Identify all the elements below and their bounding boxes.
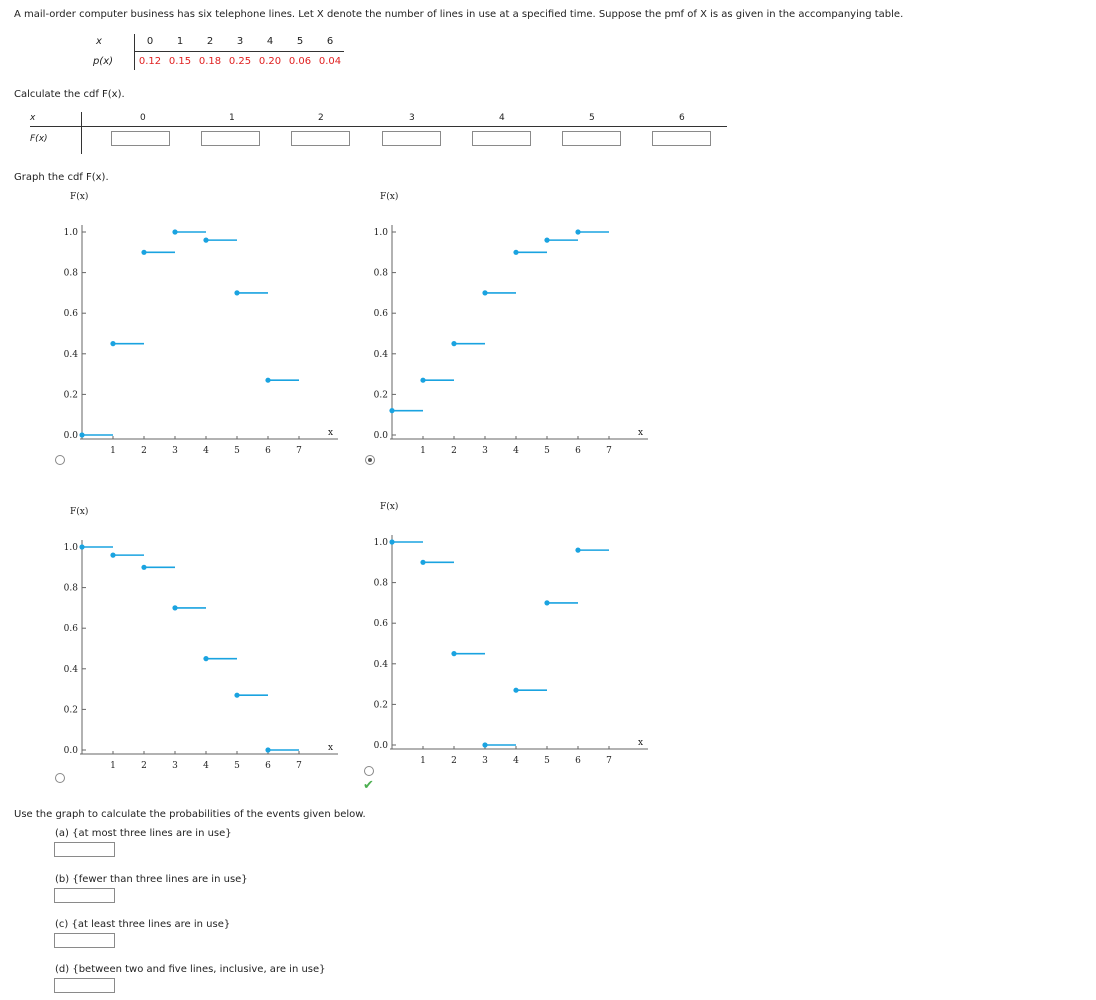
- y-tick-label: 0.8: [63, 583, 78, 594]
- cdf-step-point: [482, 290, 487, 295]
- cdf-step-point: [79, 432, 84, 437]
- question-d-label: (d) {between two and five lines, inclusive, are in use}: [55, 964, 326, 975]
- cdf-step-point: [110, 341, 115, 346]
- x-tick-label: 7: [296, 446, 302, 456]
- cdf-input-1[interactable]: [201, 131, 260, 146]
- x-tick-label: 3: [482, 756, 488, 766]
- pmf-p-cell: 0.25: [228, 56, 252, 67]
- pmf-x-cell: 3: [236, 36, 244, 47]
- x-tick-label: 3: [482, 446, 488, 456]
- y-tick-label: 1.0: [63, 543, 78, 553]
- cdf-step-point: [172, 605, 177, 610]
- x-tick-label: 5: [234, 761, 240, 771]
- pmf-x-label: x: [96, 36, 102, 47]
- probabilities-prompt: Use the graph to calculate the probabilities of the events given below.: [14, 809, 366, 820]
- cdf-step-point: [203, 656, 208, 661]
- x-tick-label: 2: [451, 446, 457, 456]
- y-axis-label: F(x): [380, 502, 399, 512]
- correct-check-icon: ✔: [363, 778, 374, 793]
- y-tick-label: 0.4: [373, 659, 388, 670]
- pmf-x-cell: 4: [266, 36, 274, 47]
- cdf-step-point: [544, 238, 549, 243]
- x-tick-label: 6: [575, 446, 581, 456]
- pmf-x-cell: 6: [326, 36, 334, 47]
- y-axis-label: F(x): [70, 507, 89, 517]
- x-tick-label: 1: [420, 756, 426, 766]
- cdf-step-point: [203, 238, 208, 243]
- y-axis-label: F(x): [380, 192, 399, 202]
- cdf-step-point: [420, 560, 425, 565]
- graph-option-d: [350, 495, 660, 780]
- graph-option-b: [350, 185, 660, 470]
- y-tick-label: 0.2: [63, 705, 78, 716]
- pmf-x-cell: 0: [146, 36, 154, 47]
- question-c-label: (c) {at least three lines are in use}: [55, 919, 231, 930]
- x-tick-label: 4: [203, 446, 209, 456]
- x-tick-label: 5: [234, 446, 240, 456]
- cdf-x-header: 6: [679, 113, 685, 123]
- cdf-x-header: 1: [229, 113, 235, 123]
- y-tick-label: 0.2: [63, 390, 78, 401]
- answer-c-input[interactable]: [54, 933, 115, 948]
- answer-d-input[interactable]: [54, 978, 115, 993]
- cdf-step-point: [265, 378, 270, 383]
- cdf-input-4[interactable]: [472, 131, 531, 146]
- cdf-x-label: x: [30, 113, 36, 123]
- pmf-p-cell: 0.04: [318, 56, 342, 67]
- pmf-p-cell: 0.12: [138, 56, 162, 67]
- y-tick-label: 1.0: [373, 538, 388, 548]
- pmf-p-cell: 0.06: [288, 56, 312, 67]
- cdf-step-point: [575, 548, 580, 553]
- cdf-step-point: [141, 565, 146, 570]
- x-tick-label: 2: [141, 761, 147, 771]
- cdf-x-header: 2: [318, 113, 324, 123]
- y-tick-label: 0.4: [373, 349, 388, 360]
- question-b-label: (b) {fewer than three lines are in use}: [55, 874, 248, 885]
- cdf-step-point: [234, 290, 239, 295]
- option-d-radio[interactable]: [364, 766, 374, 776]
- cdf-step-point: [234, 693, 239, 698]
- cdf-x-header: 4: [499, 113, 505, 123]
- x-tick-label: 6: [575, 756, 581, 766]
- x-axis-label: x: [638, 738, 644, 748]
- y-tick-label: 0.6: [373, 309, 388, 320]
- y-tick-label: 0.6: [63, 309, 78, 320]
- cdf-step-point: [575, 229, 580, 234]
- answer-a-input[interactable]: [54, 842, 115, 857]
- pmf-x-cell: 1: [176, 36, 184, 47]
- y-tick-label: 0.6: [63, 624, 78, 635]
- cdf-step-point: [110, 553, 115, 558]
- y-tick-label: 0.6: [373, 619, 388, 630]
- y-tick-label: 0.2: [373, 700, 388, 711]
- y-tick-label: 0.8: [373, 268, 388, 279]
- cdf-step-point: [389, 408, 394, 413]
- cdf-prompt: Calculate the cdf F(x).: [14, 89, 125, 100]
- pmf-divider-horizontal: [134, 51, 344, 52]
- x-tick-label: 2: [451, 756, 457, 766]
- x-tick-label: 4: [203, 761, 209, 771]
- cdf-step-point: [389, 539, 394, 544]
- cdf-step-point: [451, 651, 456, 656]
- cdf-x-header: 3: [409, 113, 415, 123]
- x-tick-label: 4: [513, 446, 519, 456]
- question-a-label: (a) {at most three lines are in use}: [55, 828, 232, 839]
- graph-option-c: [40, 500, 350, 785]
- x-tick-label: 7: [296, 761, 302, 771]
- cdf-step-point: [513, 688, 518, 693]
- cdf-input-6[interactable]: [652, 131, 711, 146]
- x-tick-label: 1: [420, 446, 426, 456]
- cdf-step-point: [451, 341, 456, 346]
- y-tick-label: 0.8: [63, 268, 78, 279]
- y-tick-label: 0.8: [373, 578, 388, 589]
- cdf-step-point: [141, 250, 146, 255]
- cdf-f-label: F(x): [30, 134, 48, 144]
- option-c-radio[interactable]: [55, 773, 65, 783]
- y-tick-label: 0.4: [63, 664, 78, 675]
- cdf-input-5[interactable]: [562, 131, 621, 146]
- cdf-x-header: 0: [140, 113, 146, 123]
- pmf-p-cell: 0.15: [168, 56, 192, 67]
- y-axis-label: F(x): [70, 192, 89, 202]
- cdf-step-point: [265, 747, 270, 752]
- cdf-divider-vertical: [81, 112, 82, 154]
- pmf-p-cell: 0.20: [258, 56, 282, 67]
- x-tick-label: 1: [110, 761, 116, 771]
- graph-prompt: Graph the cdf F(x).: [14, 172, 109, 183]
- x-tick-label: 4: [513, 756, 519, 766]
- x-tick-label: 2: [141, 446, 147, 456]
- x-tick-label: 3: [172, 446, 178, 456]
- cdf-step-point: [544, 600, 549, 605]
- y-tick-label: 1.0: [63, 228, 78, 238]
- pmf-x-cell: 5: [296, 36, 304, 47]
- y-tick-label: 0.2: [373, 390, 388, 401]
- y-tick-label: 0.0: [373, 741, 388, 751]
- pmf-p-cell: 0.18: [198, 56, 222, 67]
- cdf-step-point: [420, 378, 425, 383]
- cdf-x-header: 5: [589, 113, 595, 123]
- x-tick-label: 5: [544, 756, 550, 766]
- cdf-step-point: [513, 250, 518, 255]
- x-tick-label: 5: [544, 446, 550, 456]
- cdf-step-point: [172, 229, 177, 234]
- cdf-step-point: [482, 742, 487, 747]
- answer-b-input[interactable]: [54, 888, 115, 903]
- x-tick-label: 6: [265, 761, 271, 771]
- cdf-input-0[interactable]: [111, 131, 170, 146]
- pmf-p-label: p(x): [92, 56, 114, 67]
- pmf-x-cell: 2: [206, 36, 214, 47]
- cdf-input-3[interactable]: [382, 131, 441, 146]
- x-tick-label: 3: [172, 761, 178, 771]
- cdf-input-2[interactable]: [291, 131, 350, 146]
- x-tick-label: 7: [606, 446, 612, 456]
- problem-statement: A mail-order computer business has six telephone lines. Let X denote the number of lines in use at a specified time. Suppose the pmf of X is as given in the accompanying table.: [14, 9, 904, 20]
- x-tick-label: 7: [606, 756, 612, 766]
- y-tick-label: 0.4: [63, 349, 78, 360]
- x-tick-label: 6: [265, 446, 271, 456]
- y-tick-label: 1.0: [373, 228, 388, 238]
- option-a-radio[interactable]: [55, 455, 65, 465]
- option-b-radio[interactable]: [365, 455, 375, 465]
- y-tick-label: 0.0: [63, 746, 78, 756]
- x-axis-label: x: [328, 743, 334, 753]
- y-tick-label: 0.0: [63, 431, 78, 441]
- x-axis-label: x: [638, 428, 644, 438]
- y-tick-label: 0.0: [373, 431, 388, 441]
- graph-option-a: [40, 185, 350, 470]
- cdf-divider-horizontal: [30, 126, 727, 127]
- x-tick-label: 1: [110, 446, 116, 456]
- x-axis-label: x: [328, 428, 334, 438]
- cdf-step-point: [79, 544, 84, 549]
